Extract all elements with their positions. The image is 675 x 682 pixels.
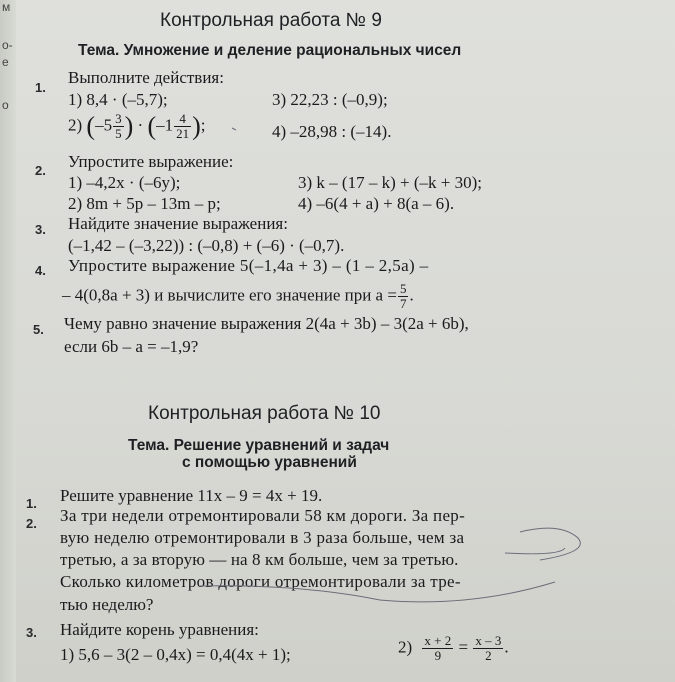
task-text: – 4(0,8a + 3) и вычислите его значение при a = $\frac{5}{7}$ .: [62, 281, 414, 311]
task-text: 1) 8,4 · (–5,7);: [68, 90, 168, 109]
item-label: 2): [398, 637, 413, 657]
punctuation: .: [504, 637, 509, 657]
task-text: Найдите значение выражения:: [68, 214, 288, 233]
equation-fractions: [398, 634, 509, 663]
task-text: 1) 5,6 – 3(2 – 0,4x) = 0,4(4x + 1);: [60, 645, 291, 664]
task-text: 4) –28,98 : (–14).: [272, 122, 392, 141]
integer-part: –5: [95, 115, 113, 135]
edge-text: м: [2, 0, 11, 14]
test10-title: Контрольная работа № 10: [148, 403, 381, 424]
task-number: 3.: [35, 222, 46, 237]
test10-topic: Тема. Решение уравнений и задач: [128, 437, 390, 454]
task-text: 3) k – (17 – k) + (–k + 30);: [298, 173, 482, 192]
task-text: если 6b – a = –1,9?: [64, 337, 199, 356]
task-number: 3.: [26, 625, 37, 640]
task-number: 2.: [35, 163, 46, 178]
task-text: (–1,42 – (–3,22)) : (–0,8) + (–6) · (–0,7).: [68, 236, 345, 255]
punctuation: ;: [200, 115, 206, 135]
task-text: Чему равно значение выражения 2(4a + 3b) – 3(2a + 6b),: [64, 314, 469, 333]
fraction: $\frac{4}{21}$: [176, 111, 190, 141]
edge-text: о-: [2, 38, 13, 52]
task-number: 2.: [26, 516, 37, 531]
task-text: тью неделю?: [60, 595, 154, 614]
integer-part: –1: [156, 115, 174, 135]
task-text: вую неделю отремонтировали в 3 раза больше, чем за: [60, 528, 465, 547]
task-text: 4) –6(4 + a) + 8(a – 6).: [298, 194, 455, 213]
operator: =: [458, 637, 469, 657]
task-number: 1.: [35, 80, 46, 95]
task-text: 2) 8m + 5p – 13m – p;: [68, 194, 221, 213]
mixed-fraction-expression: 2) (–5 $\frac{3}{5}$ ) · (–1 $\frac{4}{21}$ );: [68, 111, 206, 141]
task-number: 1.: [26, 496, 37, 511]
task-text: Найдите корень уравнения:: [60, 620, 259, 639]
test9-title: Контрольная работа № 9: [160, 10, 382, 31]
item-label: 2): [68, 115, 83, 135]
edge-text: о: [2, 98, 9, 112]
task-text: Решите уравнение 11x – 9 = 4x + 19.: [60, 486, 323, 505]
fraction: $\frac{5}{7}$: [399, 281, 407, 311]
operator: ·: [137, 115, 144, 135]
task-text: За три недели отремонтировали 58 км дороги. За пер-: [60, 506, 466, 525]
test9-topic: Тема. Умножение и деление рациональных чисел: [78, 42, 462, 59]
fraction: $\frac{x - 3}{2}$: [475, 633, 502, 663]
task-number: 4.: [35, 263, 46, 278]
fraction: $\frac{x + 2}{9}$: [424, 633, 452, 663]
task-text: Выполните действия:: [68, 68, 224, 87]
task-text: Сколько километров дороги отремонтировали за тре-: [60, 572, 461, 591]
test10-topic: с помощью уравнений: [182, 454, 357, 471]
edge-text: е: [2, 55, 9, 69]
task-text: третью, а за вторую — на 8 км больше, чем за третью.: [60, 550, 459, 569]
task-text: Упростите выражение 5(–1,4a + 3) – (1 – 2,5a) –: [68, 256, 429, 275]
task-number: 5.: [33, 322, 44, 337]
fraction: $\frac{3}{5}$: [115, 111, 122, 141]
task-text: Упростите выражение:: [68, 152, 234, 171]
task-text: 3) 22,23 : (–0,9);: [272, 90, 388, 109]
task-text: 1) –4,2x · (–6y);: [68, 173, 181, 192]
